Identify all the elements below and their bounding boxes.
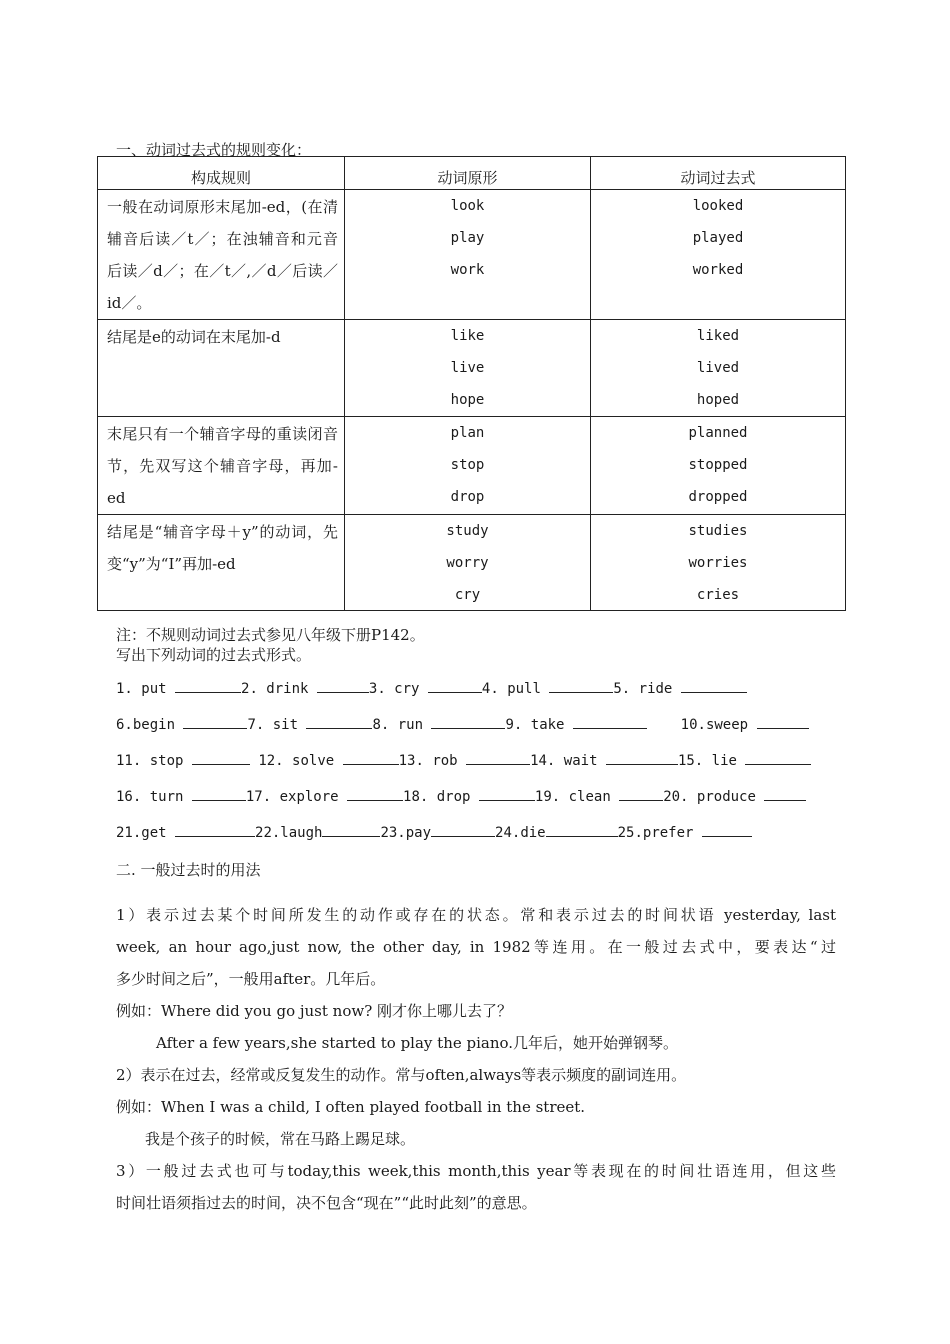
exercise-row (116, 824, 752, 841)
exercise-instruction: 写出下列动词的过去式形式。 (116, 646, 312, 664)
answer-blank[interactable] (175, 824, 255, 837)
table-row (98, 190, 846, 320)
section2-title: 二. 一般过去时的用法 (116, 861, 261, 879)
answer-blank[interactable] (183, 716, 247, 729)
answer-blank[interactable] (702, 824, 752, 837)
past-word: hoped (696, 392, 740, 408)
section1-title: 一、动词过去式的规则变化： (116, 141, 312, 159)
exercise-label: 1. put (116, 681, 167, 697)
exercise-row (116, 680, 747, 697)
exercise-label: 20. produce (663, 789, 756, 805)
table-header-row (98, 157, 846, 190)
base-word: play (450, 230, 485, 246)
rule-text: 末尾只有一个辅音字母的重读闭音节，先双写这个辅音字母，再加-ed (107, 425, 338, 507)
example-line: 我是个孩子的时候，常在马路上踢足球。 (145, 1130, 416, 1148)
past-word: looked (692, 198, 744, 214)
rule-text: 一般在动词原形末尾加-ed，(在清辅音后读／t／；在浊辅音和元音后读／d／；在／t／,／d／后读／id／。 (107, 198, 338, 312)
base-word: work (450, 262, 485, 278)
past-word: planned (688, 425, 748, 441)
exercise-label: 23.pay (380, 825, 432, 841)
rule-text: 结尾是e的动词在末尾加-d (107, 328, 281, 346)
past-word: worries (688, 555, 748, 571)
paragraph-line: 多少时间之后”，一般用after。几年后。 (116, 970, 386, 988)
exercise-label: 8. run (372, 717, 424, 733)
exercise-label: 16. turn (116, 789, 184, 805)
exercise-label: 3. cry (368, 681, 420, 697)
exercise-label: 5. ride (613, 681, 673, 697)
answer-blank[interactable] (428, 680, 482, 693)
exercise-label: 18. drop (403, 789, 471, 805)
past-word: dropped (688, 489, 748, 505)
example-line: 例如：When I was a child, I often played football in the street. (116, 1098, 586, 1116)
paragraph-line: 1）表示过去某个时间所发生的动作或存在的状态。常和表示过去的时间状语 yesterday, last (116, 906, 836, 924)
exercise-label: 24.die (495, 825, 546, 841)
base-word: drop (450, 489, 485, 505)
past-word: studies (688, 523, 748, 539)
answer-blank[interactable] (546, 824, 618, 837)
answer-blank[interactable] (306, 716, 372, 729)
base-word: worry (446, 555, 489, 571)
answer-blank[interactable] (431, 716, 505, 729)
answer-blank[interactable] (317, 680, 369, 693)
exercise-label: 17. explore (245, 789, 339, 805)
answer-blank[interactable] (764, 788, 806, 801)
exercise-label: 4. pull (481, 681, 541, 697)
past-word: lived (696, 360, 740, 376)
rule-text: 结尾是“辅音字母＋y”的动词，先变“y”为“I”再加-ed (107, 523, 338, 573)
exercise-label: 12. solve (258, 753, 335, 769)
exercise-label: 14. wait (530, 753, 598, 769)
exercise-label: 10.sweep (680, 717, 749, 733)
past-word: worked (692, 262, 744, 278)
answer-blank[interactable] (757, 716, 809, 729)
exercise-label: 19. clean (534, 789, 611, 805)
answer-blank[interactable] (606, 752, 678, 765)
base-word: look (450, 198, 485, 214)
table-row (98, 515, 846, 611)
exercise-row (116, 788, 806, 805)
exercise-label: 6.begin (116, 717, 176, 733)
answer-blank[interactable] (745, 752, 811, 765)
base-word: cry (454, 587, 481, 603)
exercise-label: 11. stop (116, 753, 184, 769)
past-word: cries (696, 587, 740, 603)
paragraph-line: week, an hour ago,just now, the other day, in 1982等连用。在一般过去式中，要表达“过 (116, 938, 836, 956)
base-word: stop (450, 457, 485, 473)
answer-blank[interactable] (573, 716, 647, 729)
note-text: 注：不规则动词过去式参见八年级下册P142。 (116, 626, 425, 644)
table-row (98, 417, 846, 515)
base-word: like (450, 328, 485, 344)
table-row (98, 320, 846, 417)
answer-blank[interactable] (466, 752, 530, 765)
base-word: hope (450, 392, 485, 408)
exercise-label: 13. rob (398, 753, 458, 769)
header-base: 动词原形 (345, 157, 591, 190)
answer-blank[interactable] (192, 752, 250, 765)
exercise-label: 22.laugh (255, 825, 323, 841)
answer-blank[interactable] (681, 680, 747, 693)
answer-blank[interactable] (192, 788, 246, 801)
base-word: live (450, 360, 485, 376)
exercise-row (116, 716, 809, 733)
past-word: stopped (688, 457, 748, 473)
exercise-label: 7. sit (247, 717, 299, 733)
past-word: liked (696, 328, 740, 344)
header-rule: 构成规则 (98, 157, 345, 190)
exercise-label: 15. lie (677, 753, 737, 769)
answer-blank[interactable] (343, 752, 399, 765)
paragraph-line: 2）表示在过去，经常或反复发生的动作。常与often,always等表示频度的副词连用。 (116, 1066, 687, 1084)
base-word: study (446, 523, 489, 539)
example-line: 例如：Where did you go just now? 刚才你上哪儿去了？ (116, 1002, 513, 1020)
paragraph-line: 时间壮语须指过去的时间，决不包含“现在”“此时此刻”的意思。 (116, 1194, 537, 1212)
exercise-label: 2. drink (241, 681, 309, 697)
exercise-label: 21.get (116, 825, 167, 841)
example-line: After a few years,she started to play the piano.几年后，她开始弹钢琴。 (156, 1034, 679, 1052)
exercise-label: 25.prefer (617, 825, 694, 841)
answer-blank[interactable] (479, 788, 535, 801)
past-word: played (692, 230, 744, 246)
answer-blank[interactable] (619, 788, 663, 801)
answer-blank[interactable] (175, 680, 241, 693)
paragraph-line: 3）一般过去式也可与today,this week,this month,this year等表现在的时间壮语连用，但这些 (116, 1162, 836, 1180)
base-word: plan (450, 425, 485, 441)
rules-table (97, 156, 846, 611)
exercise-row (116, 752, 811, 769)
answer-blank[interactable] (549, 680, 613, 693)
exercise-label: 9. take (505, 717, 565, 733)
answer-blank[interactable] (347, 788, 403, 801)
answer-blank[interactable] (431, 824, 495, 837)
header-past: 动词过去式 (591, 157, 846, 190)
answer-blank[interactable] (322, 824, 380, 837)
